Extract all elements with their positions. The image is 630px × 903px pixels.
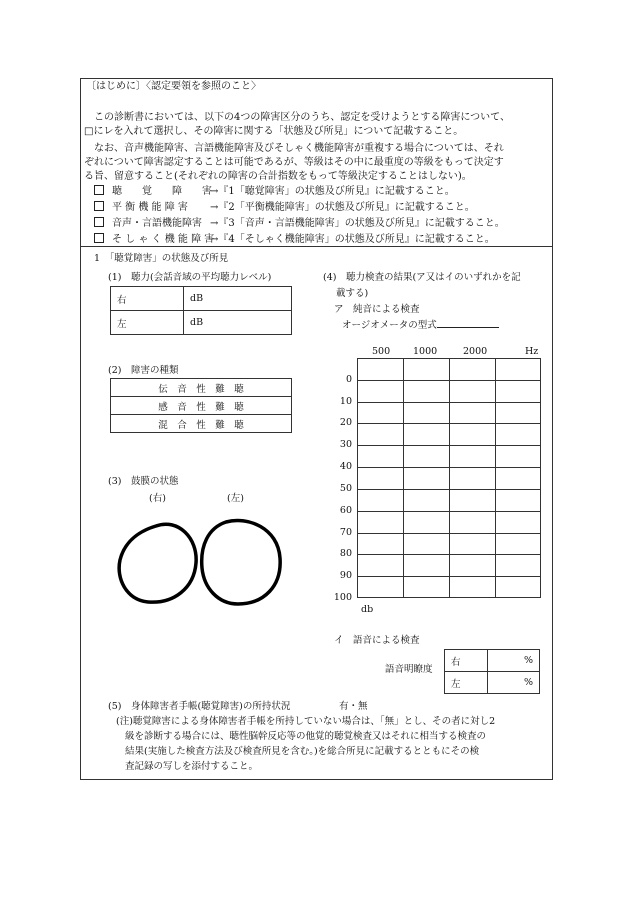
y-tick: 20 [339,417,352,428]
intro-line: □にレを入れて選択し、その障害に関する「状態及び所見」について記載すること。 [84,126,464,137]
intro-line: この診断書においては、以下の4つの障害区分のうち、認定を受けようとする障害について、 [84,112,510,123]
option-voice[interactable]: 音声・言語機能障害 →『3「音声・言語機能障害」の状態及び所見』に記載すること。 [94,217,505,230]
grid-hline [357,380,541,381]
type-label: (2) 障害の種類 [108,365,179,376]
right-label: 右 [111,287,184,311]
y-tick: 90 [339,570,352,581]
grid-vline [403,358,404,598]
clarity-right: 右 [445,650,488,672]
clarity-left: 左 [445,672,488,694]
type-table [110,378,292,433]
grid-hline [357,511,541,512]
y-tick: 10 [339,396,352,407]
option-hearing[interactable]: 聴 覚 障 害→『1「聴覚障害」の状態及び所見』に記載すること。 [94,185,455,198]
x-tick: 500 [372,346,391,357]
y-tick: 60 [339,505,352,516]
intro-line: なお、音声機能障害、言語機能障害及びそしゃく機能障害が重複する場合については、それ [84,143,504,154]
y-tick: 100 [333,592,352,603]
note-line: 結果(実施した検査方法及び検査所見を含む。)を総合所見に記載するとともにその検 [125,746,480,757]
grid-hline [357,423,541,424]
x-tick: 1000 [413,346,438,357]
checkbox[interactable] [94,201,104,211]
note-line: 査記録の写しを添付すること。 [125,761,259,772]
clarity-table [444,649,540,694]
intro-line: ぞれについて障害認定することは可能であるが、等級はその中に最重度の等級をもって決定す [84,157,504,168]
eardrum-right-label: (右) [149,493,166,504]
grid-hline [357,576,541,577]
test-label-cont: 載する) [336,288,369,299]
grid-hline [357,533,541,534]
y-tick: 80 [339,548,352,559]
intro-heading: 〔はじめに〕〈認定要領を参照のこと〉 [86,81,261,92]
hearing-label: (1) 聴力(会話音域の平均聴力レベル) [108,272,272,283]
eardrum-left-label: (左) [227,493,244,504]
section-title: 1 「聴覚障害」の状態及び所見 [94,253,229,264]
audiometer-model[interactable]: オージオメータの型式 [342,318,499,332]
handbook-label: (5) 身体障害者手帳(聴覚障害)の所持状況 [108,701,291,712]
pure-tone-label: ア 純音による検査 [334,304,420,315]
grid-hline [357,402,541,403]
y-tick: 0 [345,374,352,385]
option-chewing[interactable]: そ し ゃ く 機 能 障 害→『4「そしゃく機能障害」の状態及び所見』に記載すること。 [94,233,495,246]
handbook-value[interactable]: 有・無 [339,701,368,712]
grid-vline [449,358,450,598]
hearing-table [110,286,292,335]
y-tick: 40 [339,461,352,472]
checkbox[interactable] [94,233,104,243]
type-conductive[interactable]: 伝 音 性 難 聴 [111,379,292,397]
grid-hline [357,445,541,446]
clarity-right-value[interactable]: % [488,650,540,672]
y-tick: 50 [339,483,352,494]
grid-hline [357,554,541,555]
eardrum-label: (3) 鼓膜の状態 [108,476,179,487]
note-line: (注)聴覚障害による身体障害者手帳を所持していない場合は、「無」とし、その者に対し2 [116,716,496,727]
left-label: 左 [111,311,184,335]
right-db[interactable]: dB [184,287,292,311]
clarity-left-value[interactable]: % [488,672,540,694]
y-tick: 30 [339,439,352,450]
grid-vline [495,358,496,598]
clarity-label: 語音明瞭度 [385,664,433,675]
checkbox[interactable] [94,185,104,195]
speech-label: イ 語音による検査 [334,635,420,646]
y-unit: db [361,604,374,615]
eardrum-right-outline [119,524,196,602]
y-tick: 70 [339,527,352,538]
grid-hline [357,467,541,468]
type-sensorineural[interactable]: 感 音 性 難 聴 [111,397,292,415]
test-label: (4) 聴力検査の結果(ア又はイのいずれかを記 [323,272,521,283]
section-divider [80,246,553,247]
left-db[interactable]: dB [184,311,292,335]
note-line: 級を診断する場合には、聴性脳幹反応等の他覚的聴覚検査又はそれに相当する検査の [125,731,487,742]
eardrum-drawing [108,508,298,608]
checkbox[interactable] [94,217,104,227]
type-mixed[interactable]: 混 合 性 難 聴 [111,415,292,433]
option-balance[interactable]: 平 衡 機 能 障 害 →『2「平衡機能障害」の状態及び所見』に記載すること。 [94,201,475,214]
intro-line: る旨、留意すること(それぞれの障害の合計指数をもって等級決定することはしない)。 [84,171,472,182]
grid-hline [357,489,541,490]
x-tick: Hz [525,346,539,357]
x-tick: 2000 [463,346,488,357]
eardrum-left-outline [202,521,280,605]
